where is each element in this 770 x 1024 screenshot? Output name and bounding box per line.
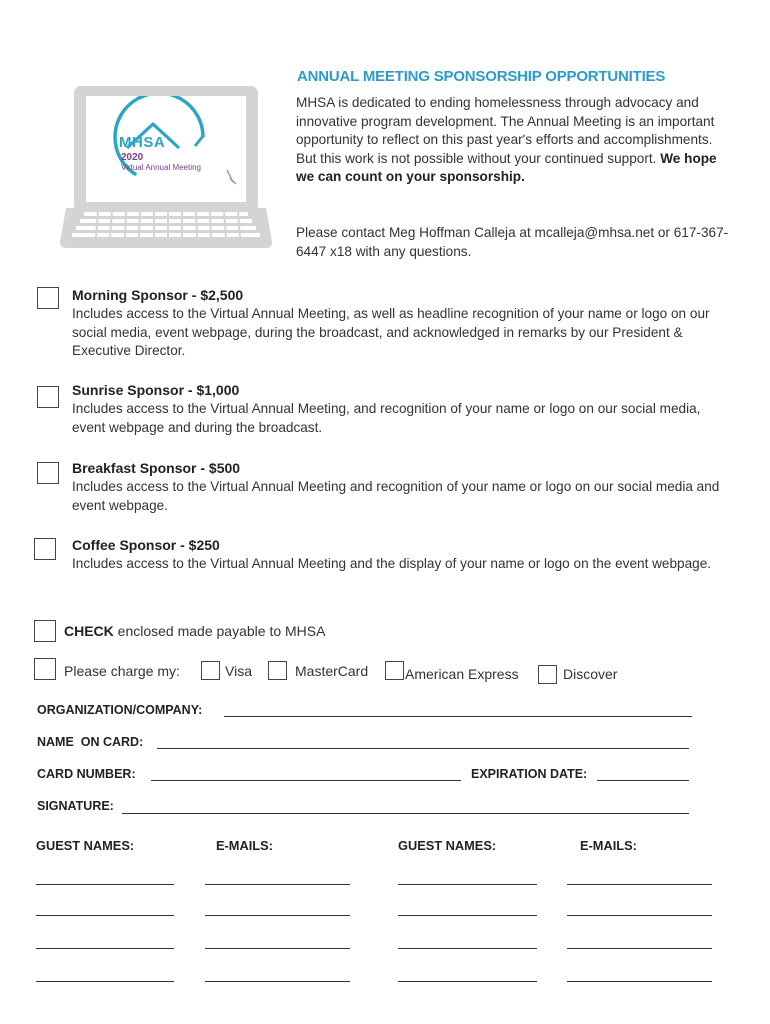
check-rest-label: enclosed made payable to MHSA — [117, 623, 326, 639]
guest-name-input[interactable] — [398, 884, 537, 885]
coffee-sponsor-option — [72, 536, 722, 574]
sponsor-description: Includes access to the Virtual Annual Meeting, and recognition of your name or logo on our social media, event webpage and during the broadcast. — [72, 400, 701, 435]
emails-header-2: E-MAILS: — [580, 838, 637, 853]
check-enclosed-checkbox[interactable] — [34, 620, 56, 642]
check-enclosed-label — [64, 623, 325, 639]
logo-subtitle: Virtual Annual Meeting — [121, 163, 201, 172]
guest-name-input[interactable] — [36, 915, 174, 916]
mastercard-label: MasterCard — [295, 663, 369, 679]
guest-email-input[interactable] — [567, 884, 712, 885]
signature-input[interactable] — [122, 813, 689, 814]
sunrise-sponsor-checkbox[interactable] — [37, 386, 59, 408]
intro-text: MHSA is dedicated to ending homelessness through advocacy and innovative program development. The Annual Meeting is an important opportunity to reflect on this past year's efforts and accomplishments. But this work is not possible without your continued support. — [296, 95, 715, 166]
guest-email-input[interactable] — [205, 884, 350, 885]
sponsor-name: Coffee Sponsor - $250 — [72, 537, 220, 553]
guest-name-input[interactable] — [398, 915, 537, 916]
check-bold-label: CHECK — [64, 623, 114, 639]
morning-sponsor-option — [72, 286, 722, 361]
page-title: ANNUAL MEETING SPONSORSHIP OPPORTUNITIES — [297, 68, 666, 85]
sponsor-description: Includes access to the Virtual Annual Meeting, as well as headline recognition of your name or logo on our social media, event webpage, during the broadcast, and acknowledged in remarks by our President & Executive Director. — [72, 305, 710, 359]
name-on-card-label: NAME ON CARD: — [37, 735, 144, 749]
guest-name-input[interactable] — [36, 948, 174, 949]
expiration-date-input[interactable] — [597, 780, 689, 781]
guest-email-input[interactable] — [205, 948, 350, 949]
visa-checkbox[interactable] — [201, 661, 220, 680]
sponsor-name: Breakfast Sponsor - $500 — [72, 460, 241, 476]
card-number-label: CARD NUMBER: — [37, 767, 136, 781]
expiration-date-label: EXPIRATION DATE: — [471, 767, 588, 781]
charge-label: Please charge my: — [64, 663, 180, 679]
discover-checkbox[interactable] — [538, 665, 557, 684]
logo-year: 2020 — [121, 152, 144, 163]
mastercard-checkbox[interactable] — [268, 661, 287, 680]
sponsor-description: Includes access to the Virtual Annual Meeting and the display of your name or logo on the event webpage. — [72, 555, 712, 571]
coffee-sponsor-checkbox[interactable] — [34, 538, 56, 560]
mhsa-logo — [87, 96, 245, 202]
logo-name: MHSA — [119, 134, 166, 151]
intro-bold-text: We hope we can count on your sponsorship. — [296, 150, 717, 185]
laptop-illustration — [58, 86, 274, 254]
guest-name-input[interactable] — [398, 948, 537, 949]
name-on-card-input[interactable] — [157, 748, 689, 749]
contact-text: Please contact Meg Hoffman Calleja at mcalleja@mhsa.net or 617-367-6447 x18 with any questions. — [296, 225, 729, 259]
american-express-checkbox[interactable] — [385, 661, 404, 680]
guest-email-input[interactable] — [567, 981, 712, 982]
american-express-label: American Express — [405, 666, 519, 682]
guest-email-input[interactable] — [567, 915, 712, 916]
guest-email-input[interactable] — [205, 915, 350, 916]
organization-input[interactable] — [224, 716, 692, 717]
organization-label: ORGANIZATION/COMPANY: — [37, 703, 203, 717]
guest-email-input[interactable] — [567, 948, 712, 949]
sponsor-description: Includes access to the Virtual Annual Meeting and recognition of your name or logo on our social media and event webpage. — [72, 478, 720, 513]
guest-names-header-1: GUEST NAMES: — [36, 838, 135, 853]
guest-email-input[interactable] — [205, 981, 350, 982]
intro-paragraph — [296, 94, 736, 187]
sunrise-sponsor-option — [72, 381, 722, 437]
visa-label: Visa — [225, 663, 252, 679]
sponsor-name: Sunrise Sponsor - $1,000 — [72, 382, 240, 398]
guest-name-input[interactable] — [398, 981, 537, 982]
card-number-input[interactable] — [151, 780, 461, 781]
emails-header-1: E-MAILS: — [216, 838, 273, 853]
sponsor-name: Morning Sponsor - $2,500 — [72, 287, 244, 303]
signature-label: SIGNATURE: — [37, 799, 114, 813]
laptop-keyboard — [58, 204, 274, 250]
breakfast-sponsor-checkbox[interactable] — [37, 462, 59, 484]
discover-label: Discover — [563, 666, 618, 682]
charge-card-checkbox[interactable] — [34, 658, 56, 680]
breakfast-sponsor-option — [72, 459, 722, 515]
guest-name-input[interactable] — [36, 981, 174, 982]
morning-sponsor-checkbox[interactable] — [37, 287, 59, 309]
guest-name-input[interactable] — [36, 884, 174, 885]
guest-names-header-2: GUEST NAMES: — [398, 838, 497, 853]
